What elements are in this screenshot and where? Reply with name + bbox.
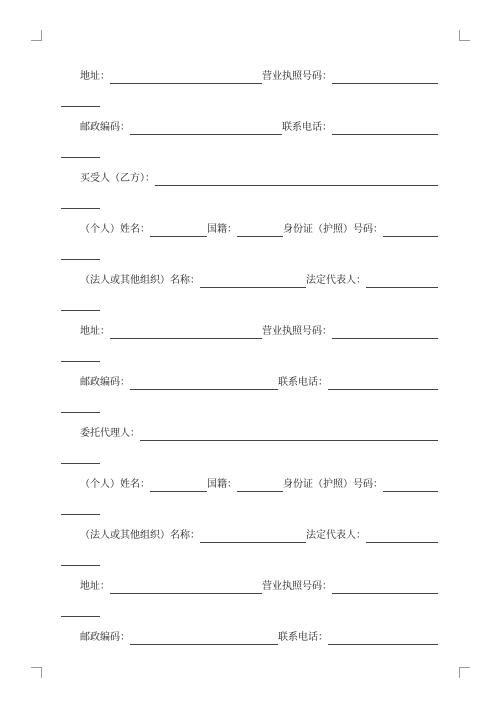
line-continuation	[61, 310, 100, 311]
line-continuation	[61, 361, 100, 362]
license-no-blank[interactable]	[332, 581, 438, 594]
buyer-postcode-line	[80, 374, 438, 390]
name-label: （个人）姓名：	[80, 224, 150, 235]
org-name-label: （法人或其他组织）名称：	[80, 275, 200, 286]
org-name-label: （法人或其他组织）名称：	[80, 530, 200, 541]
legal-rep-label: 法定代表人：	[306, 530, 366, 541]
line-continuation	[61, 463, 100, 464]
postcode-label: 邮政编码：	[80, 632, 130, 643]
corner-mark-bottom-right	[459, 667, 470, 678]
line-continuation	[61, 565, 100, 566]
postcode-label: 邮政编码：	[80, 377, 130, 388]
name-blank[interactable]	[150, 224, 207, 237]
agent-label: 委托代理人：	[80, 428, 140, 439]
buyer-line	[80, 170, 438, 186]
phone-blank[interactable]	[328, 632, 438, 645]
org-name-blank[interactable]	[200, 530, 306, 543]
postcode-blank[interactable]	[130, 122, 282, 135]
corner-mark-bottom-left	[31, 667, 42, 678]
address-blank[interactable]	[110, 326, 262, 339]
address-blank[interactable]	[110, 71, 262, 84]
id-number-blank[interactable]	[383, 479, 438, 492]
license-no-label: 营业执照号码：	[262, 326, 332, 337]
address-label: 地址：	[80, 71, 110, 82]
agent-address-line	[80, 578, 438, 594]
agent-organization-line	[80, 527, 438, 543]
legal-rep-blank[interactable]	[366, 275, 438, 288]
nationality-blank[interactable]	[237, 224, 283, 237]
agent-individual-line	[80, 476, 438, 492]
corner-mark-top-right	[459, 30, 470, 41]
seller-postcode-line	[80, 119, 438, 135]
line-continuation	[61, 514, 100, 515]
nationality-blank[interactable]	[237, 479, 283, 492]
line-continuation	[61, 208, 100, 209]
agent-blank[interactable]	[140, 428, 438, 441]
phone-label: 联系电话：	[278, 377, 328, 388]
buyer-label: 买受人（乙方）：	[80, 173, 155, 184]
id-number-label: 身份证（护照）号码：	[283, 224, 383, 235]
nationality-label: 国籍：	[207, 224, 237, 235]
phone-label: 联系电话：	[278, 632, 328, 643]
buyer-address-line	[80, 323, 438, 339]
id-number-label: 身份证（护照）号码：	[283, 479, 383, 490]
nationality-label: 国籍：	[207, 479, 237, 490]
line-continuation	[61, 412, 100, 413]
line-continuation	[61, 157, 100, 158]
buyer-individual-line	[80, 221, 438, 237]
address-label: 地址：	[80, 326, 110, 337]
name-label: （个人）姓名：	[80, 479, 150, 490]
line-continuation	[61, 106, 100, 107]
postcode-blank[interactable]	[130, 632, 278, 645]
buyer-blank[interactable]	[155, 173, 438, 186]
license-no-blank[interactable]	[332, 326, 438, 339]
license-no-label: 营业执照号码：	[262, 581, 332, 592]
seller-address-line	[80, 68, 438, 84]
postcode-label: 邮政编码：	[80, 122, 130, 133]
phone-blank[interactable]	[328, 377, 438, 390]
buyer-organization-line	[80, 272, 438, 288]
postcode-blank[interactable]	[130, 377, 278, 390]
address-blank[interactable]	[110, 581, 262, 594]
phone-blank[interactable]	[332, 122, 438, 135]
legal-rep-label: 法定代表人：	[306, 275, 366, 286]
phone-label: 联系电话：	[282, 122, 332, 133]
corner-mark-top-left	[31, 30, 42, 41]
id-number-blank[interactable]	[383, 224, 438, 237]
line-continuation	[61, 259, 100, 260]
address-label: 地址：	[80, 581, 110, 592]
org-name-blank[interactable]	[200, 275, 306, 288]
line-continuation	[61, 616, 100, 617]
license-no-label: 营业执照号码：	[262, 71, 332, 82]
legal-rep-blank[interactable]	[366, 530, 438, 543]
license-no-blank[interactable]	[332, 71, 438, 84]
agent-postcode-line	[80, 629, 438, 645]
name-blank[interactable]	[150, 479, 207, 492]
agent-line	[80, 425, 438, 441]
